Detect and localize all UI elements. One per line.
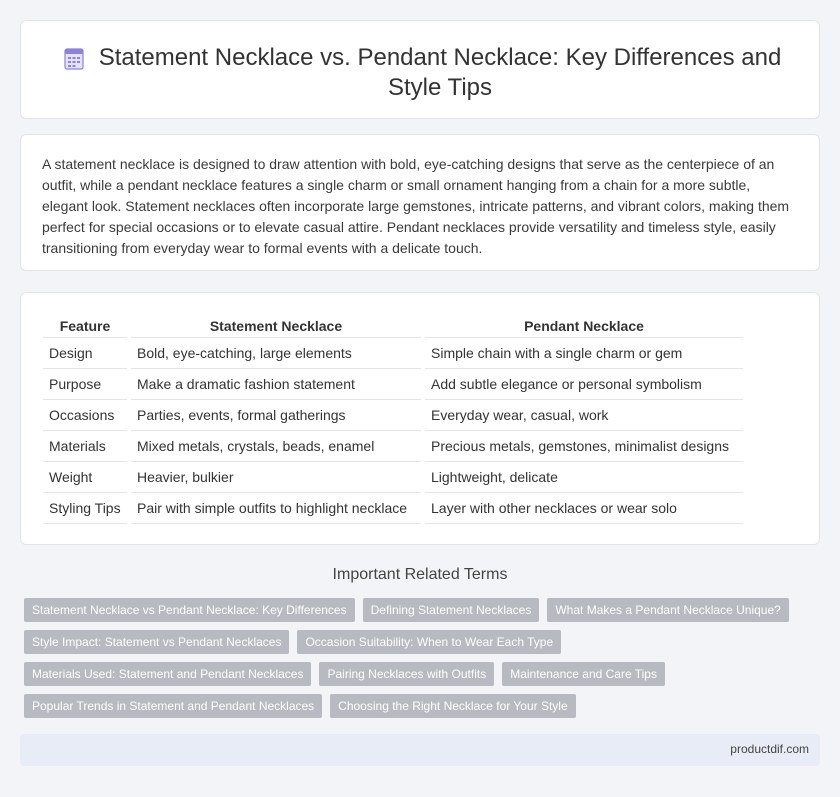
related-term-link[interactable]: Style Impact: Statement vs Pendant Necklaces (24, 630, 289, 654)
intro-card (20, 134, 820, 271)
tag-row (24, 694, 804, 718)
related-term-link[interactable]: Occasion Suitability: When to Wear Each Type (297, 630, 561, 654)
related-term-link[interactable]: What Makes a Pendant Necklace Unique? (547, 598, 788, 622)
intro-paragraph: A statement necklace is designed to draw attention with bold, eye-catching designs that serve as the centerpiece of an outfit, while a pendant necklace features a single charm or small ornament hanging from a chain for a more subtle, elegant look. Statement necklaces often incorporate large gemstones, intricate patterns, and vibrant colors, making them perfect for special occasions or to elevate casual attire. Pendant necklaces provide versatility and timeless style, easily transitioning from everyday wear to formal events with a delicate touch. (42, 156, 790, 256)
tag-row (24, 598, 804, 622)
table-cell-feature: Materials (43, 430, 129, 461)
table-cell-feature: Design (43, 337, 129, 368)
table-cell-pendant: Precious metals, gemstones, minimalist designs (423, 430, 743, 461)
title-wrap (61, 43, 789, 103)
related-terms-title: Important Related Terms (332, 566, 508, 583)
footer-bar (20, 734, 820, 766)
comparison-table (43, 316, 743, 524)
footer-site-name: productdif.com (730, 742, 809, 756)
related-terms-tags (24, 598, 804, 726)
related-term-link[interactable]: Maintenance and Care Tips (502, 662, 665, 686)
tag-row (24, 630, 804, 654)
table-cell-feature: Weight (43, 461, 129, 492)
table-cell-statement: Mixed metals, crystals, beads, enamel (129, 430, 423, 461)
related-term-link[interactable]: Defining Statement Necklaces (363, 598, 540, 622)
related-term-link[interactable]: Statement Necklace vs Pendant Necklace: Key Differences (24, 598, 355, 622)
table-row (43, 430, 743, 461)
table-row (43, 461, 743, 492)
table-cell-pendant: Everyday wear, casual, work (423, 399, 743, 430)
table-row (43, 399, 743, 430)
table-header-feature: Feature (43, 316, 129, 337)
comparison-table-card (20, 292, 820, 545)
table-row (43, 492, 743, 523)
page-title: Statement Necklace vs. Pendant Necklace: Key Differences and Style Tips (98, 44, 782, 101)
related-term-link[interactable]: Popular Trends in Statement and Pendant Necklaces (24, 694, 322, 718)
table-cell-feature: Purpose (43, 368, 129, 399)
related-term-link[interactable]: Choosing the Right Necklace for Your Style (330, 694, 575, 718)
table-row (43, 337, 743, 368)
table-cell-statement: Bold, eye-catching, large elements (129, 337, 423, 368)
table-cell-pendant: Layer with other necklaces or wear solo (423, 492, 743, 523)
table-cell-statement: Make a dramatic fashion statement (129, 368, 423, 399)
table-cell-pendant: Add subtle elegance or personal symbolism (423, 368, 743, 399)
table-header-row (43, 316, 743, 337)
table-cell-statement: Parties, events, formal gatherings (129, 399, 423, 430)
table-cell-statement: Heavier, bulkier (129, 461, 423, 492)
related-term-link[interactable]: Pairing Necklaces with Outfits (319, 662, 494, 686)
table-header-pendant: Pendant Necklace (423, 316, 743, 337)
table-cell-pendant: Simple chain with a single charm or gem (423, 337, 743, 368)
table-header-statement: Statement Necklace (129, 316, 423, 337)
related-term-link[interactable]: Materials Used: Statement and Pendant Necklaces (24, 662, 311, 686)
table-row (43, 368, 743, 399)
table-cell-feature: Styling Tips (43, 492, 129, 523)
table-cell-statement: Pair with simple outfits to highlight necklace (129, 492, 423, 523)
table-cell-feature: Occasions (43, 399, 129, 430)
table-cell-pendant: Lightweight, delicate (423, 461, 743, 492)
tag-row (24, 662, 804, 686)
header-card (20, 20, 820, 119)
